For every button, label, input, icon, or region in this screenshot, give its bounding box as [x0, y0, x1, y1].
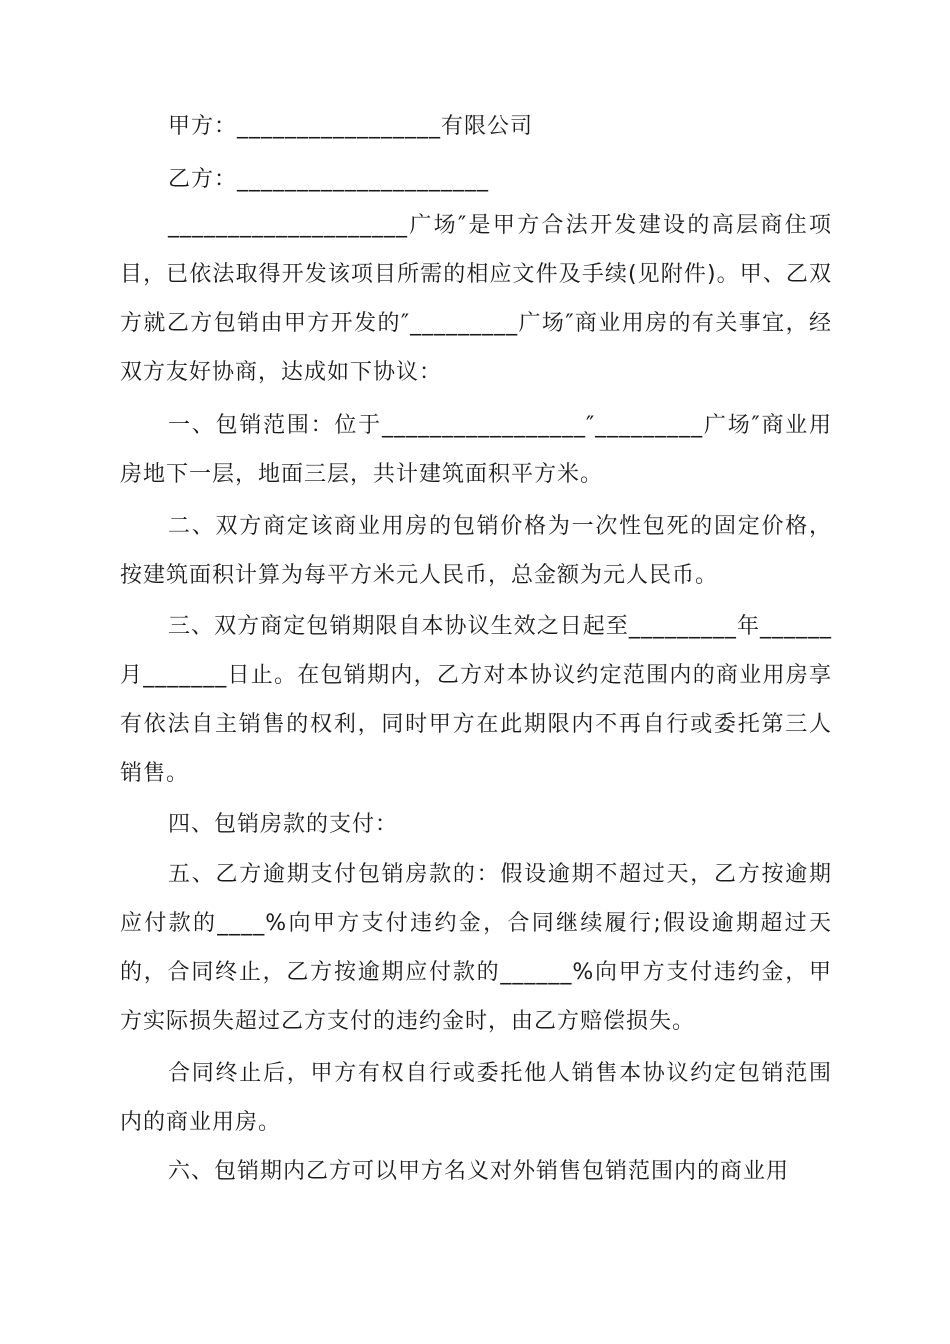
party-b-line: 乙方：_____________________: [168, 167, 490, 192]
paragraph-clause-5: 五、乙方逾期支付包销房款的：假设逾期不超过天，乙方按逾期应付款的____%向甲方支付违约金，合同继续履行;假设逾期超过天的，合同终止，乙方按逾期应付款的______%向甲方支付违约金，甲方实际损失超过乙方支付的违约金时，由乙方赔偿损失。: [120, 862, 832, 1034]
paragraph-clause-6: 六、包销期内乙方可以甲方名义对外销售包销范围内的商业用: [168, 1159, 790, 1184]
party-a-line: 甲方：_________________有限公司: [168, 114, 534, 139]
paragraph-clause-4: 四、包销房款的支付：: [168, 812, 399, 837]
paragraph-intro: ____________________广场″是甲方合法开发建设的高层商住项目，已依法取得开发该项目所需的相应文件及手续(见附件)。甲、乙双方就乙方包销由甲方开发的″_________广场″商业用房的有关事宜，经双方友好协商，达成如下协议：: [120, 213, 832, 385]
paragraph-clause-2: 二、双方商定该商业用房的包销价格为一次性包死的固定价格，按建筑面积计算为每平方米元人民币，总金额为元人民币。: [120, 514, 832, 588]
paragraph-termination: 合同终止后，甲方有权自行或委托他人销售本协议约定包销范围内的商业用房。: [120, 1061, 832, 1135]
paragraph-clause-3: 三、双方商定包销期限自本协议生效之日起至_________年______月_______日止。在包销期内，乙方对本协议约定范围内的商业用房享有依法自主销售的权利，同时甲方在此期限内不再自行或委托第三人销售。: [120, 614, 832, 786]
paragraph-clause-1: 一、包销范围：位于_________________″_________广场″商业用房地下一层，地面三层，共计建筑面积平方米。: [120, 413, 832, 487]
